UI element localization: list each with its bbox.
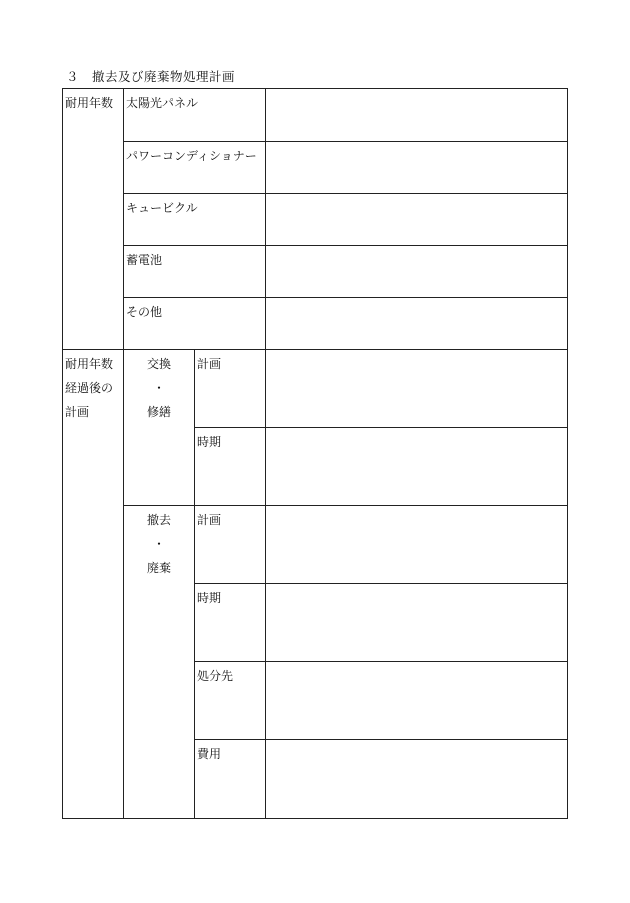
value-cell-disposal-destination[interactable]	[266, 662, 568, 740]
post-life-plan-label-line: 計画	[65, 405, 90, 419]
replace-repair-label-line: ・	[152, 381, 165, 395]
replace-repair-plan-label: 計画	[195, 350, 266, 428]
item-other: その他	[124, 298, 266, 350]
replace-repair-label-line: 修繕	[146, 405, 171, 419]
table-row	[63, 298, 568, 350]
disposal-plan-table	[62, 88, 568, 819]
table-row	[63, 246, 568, 298]
table-row	[63, 350, 568, 428]
removal-disposal-label-line: 撤去	[146, 513, 171, 527]
value-cell-replace-repair-plan[interactable]	[266, 350, 568, 428]
replace-repair-label-line: 交換	[146, 357, 171, 371]
replace-repair-timing-label: 時期	[195, 428, 266, 506]
table-row	[63, 194, 568, 246]
value-cell-removal-disposal-plan[interactable]	[266, 506, 568, 584]
removal-disposal-timing-label: 時期	[195, 584, 266, 662]
post-life-plan-label-line: 耐用年数	[65, 357, 114, 371]
removal-disposal-label-line: ・	[152, 537, 165, 551]
post-life-plan-label	[63, 350, 124, 819]
item-cubicle: キュービクル	[124, 194, 266, 246]
value-cell-cost[interactable]	[266, 740, 568, 819]
item-storage-battery: 蓄電池	[124, 246, 266, 298]
post-life-plan-label-line: 経過後の	[65, 381, 114, 395]
value-cell-cubicle[interactable]	[266, 194, 568, 246]
removal-disposal-plan-label: 計画	[195, 506, 266, 584]
page-title: ３ 撤去及び廃棄物処理計画	[66, 69, 236, 84]
table-row	[63, 142, 568, 194]
removal-disposal-label-line: 廃棄	[146, 561, 171, 575]
service-life-label: 耐用年数	[63, 89, 124, 350]
item-solar-panel: 太陽光パネル	[124, 89, 266, 142]
value-cell-storage-battery[interactable]	[266, 246, 568, 298]
value-cell-removal-disposal-timing[interactable]	[266, 584, 568, 662]
value-cell-solar-panel[interactable]	[266, 89, 568, 142]
table-row	[63, 89, 568, 142]
table-row	[63, 506, 568, 584]
replace-repair-label	[124, 350, 195, 506]
value-cell-replace-repair-timing[interactable]	[266, 428, 568, 506]
cost-label: 費用	[195, 740, 266, 819]
removal-disposal-label	[124, 506, 195, 819]
value-cell-power-conditioner[interactable]	[266, 142, 568, 194]
disposal-destination-label: 処分先	[195, 662, 266, 740]
item-power-conditioner: パワーコンディショナー	[124, 142, 266, 194]
value-cell-other[interactable]	[266, 298, 568, 350]
